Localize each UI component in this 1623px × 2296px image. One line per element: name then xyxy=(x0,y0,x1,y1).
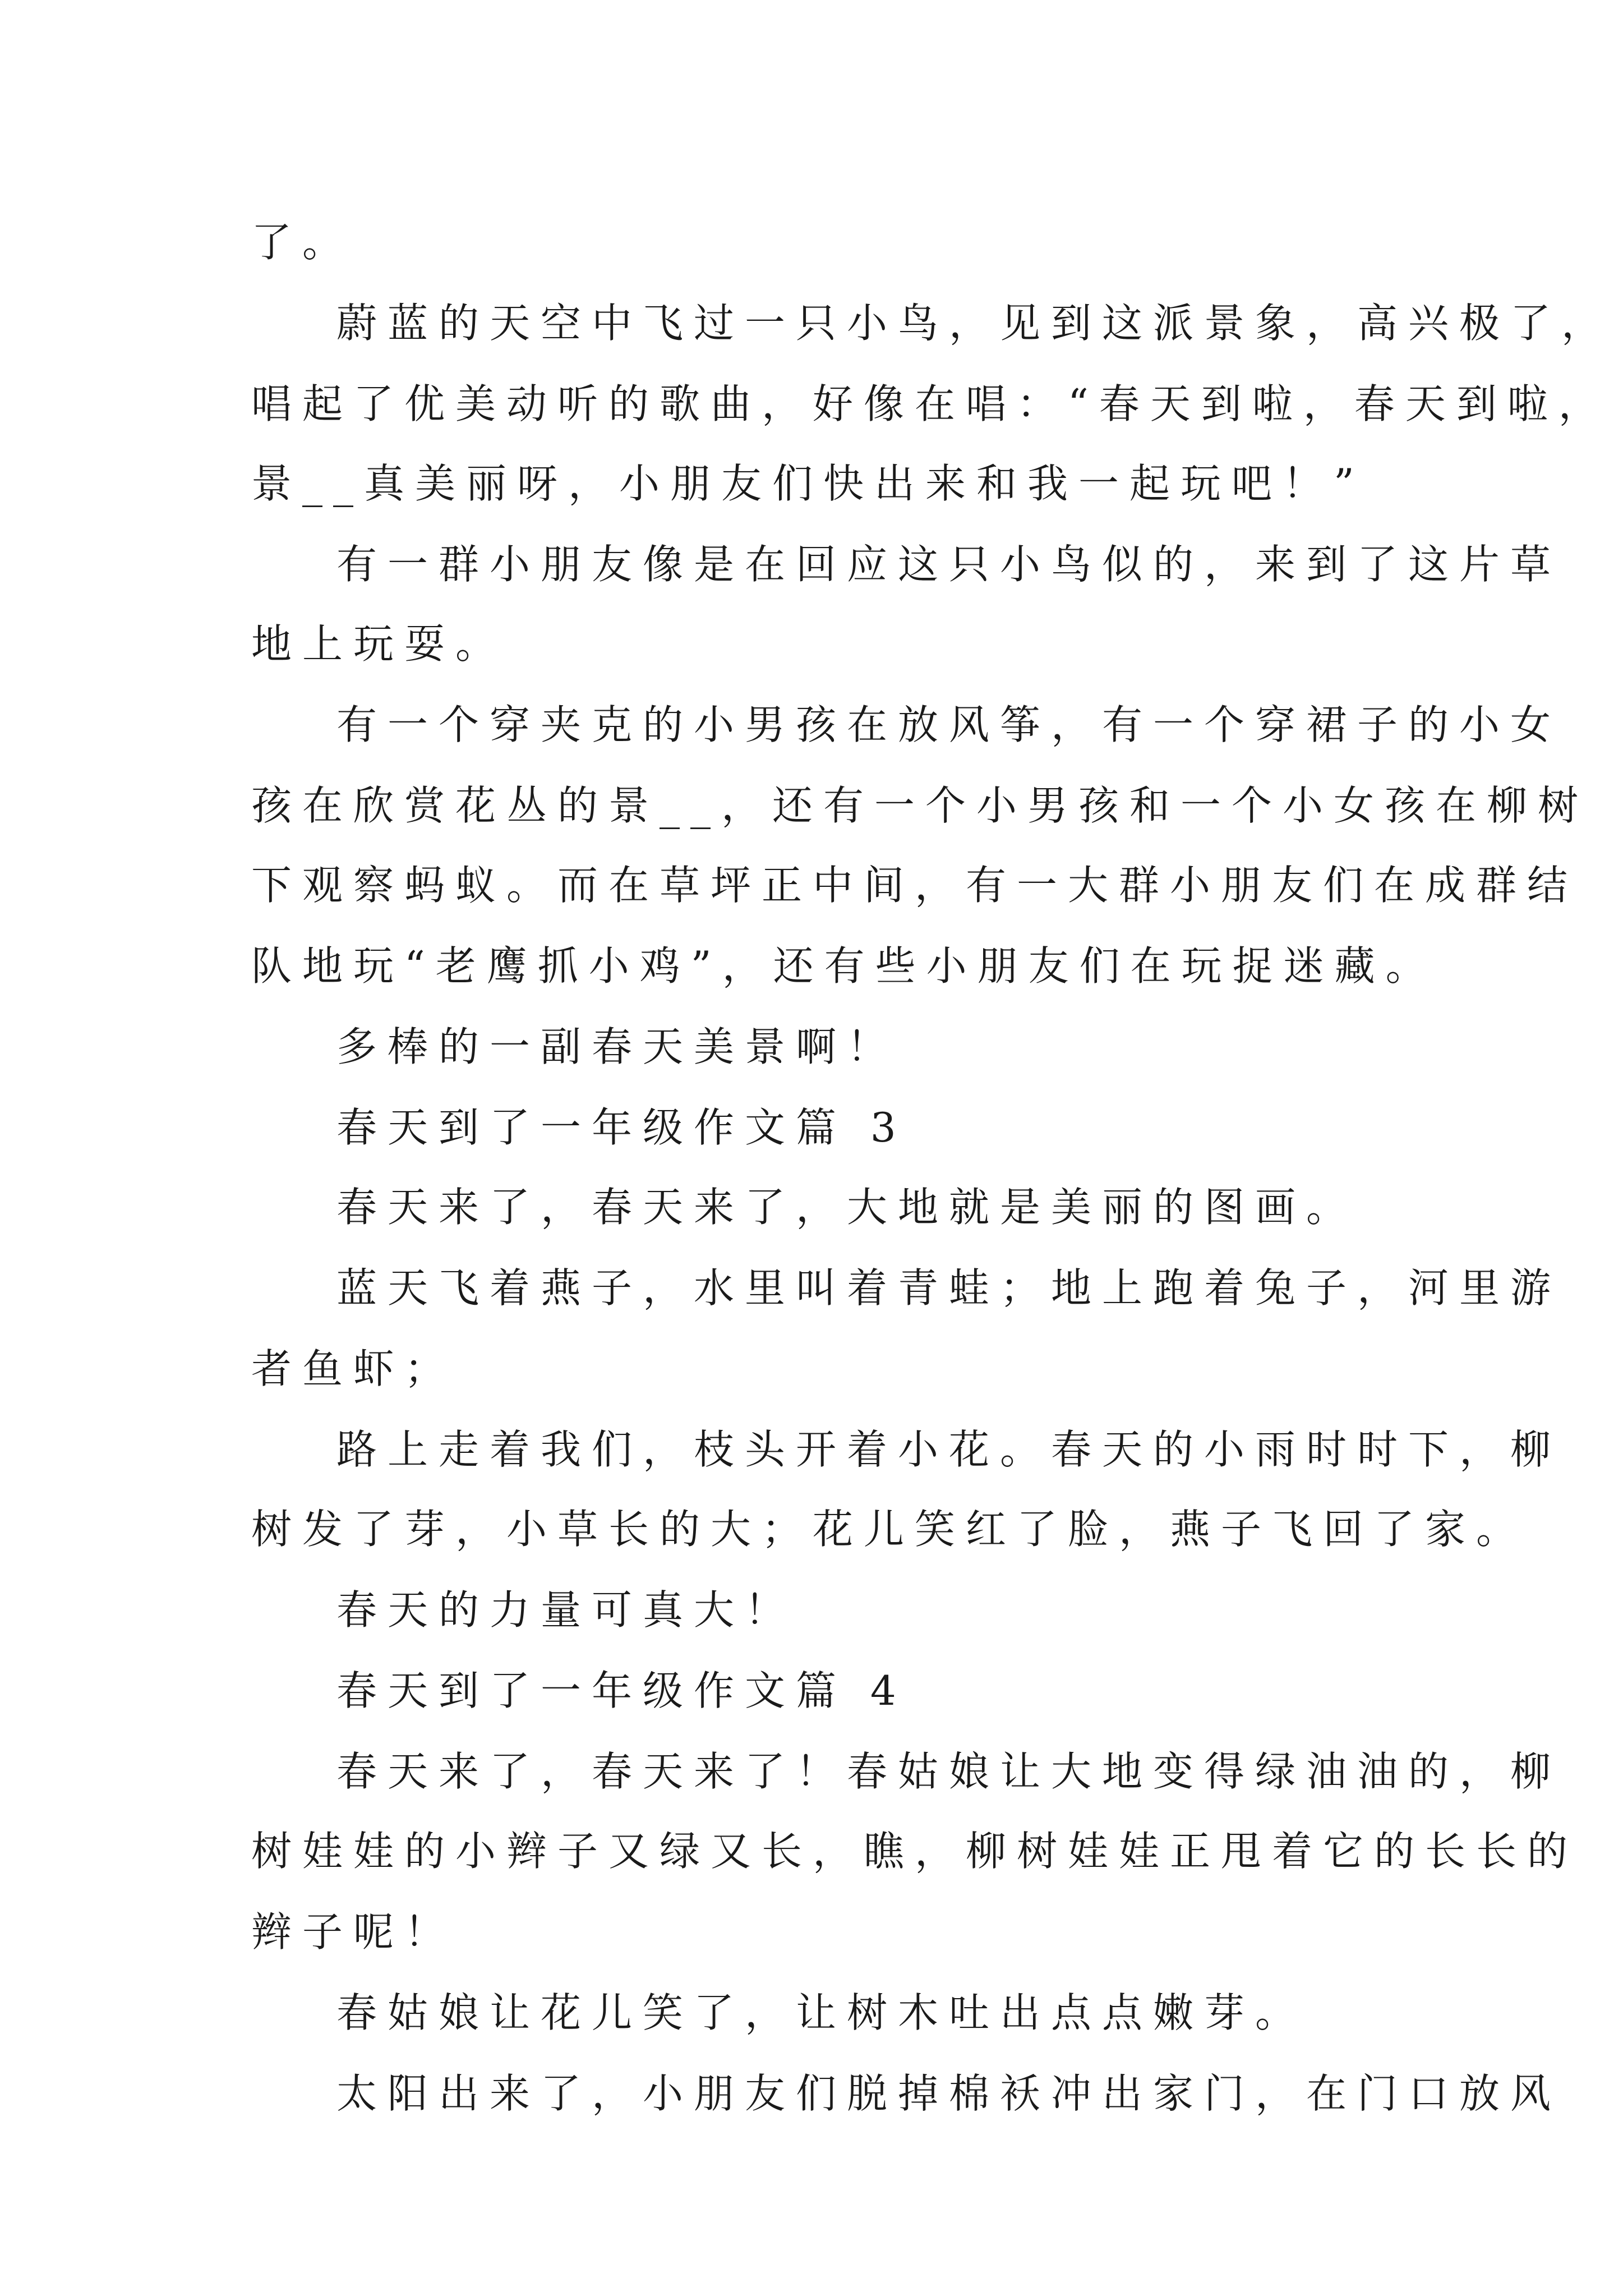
text-line: 树发了芽，小草长的大；花儿笑红了脸，燕子飞回了家。 xyxy=(251,1506,1528,1553)
text-line: 春天来了，春天来了，大地就是美丽的图画。 xyxy=(336,1184,1358,1231)
text-line: 春天的力量可真大！ xyxy=(336,1586,796,1634)
text-line: 唱起了优美动听的歌曲，好像在唱：“春天到啦，春天到啦， xyxy=(251,380,1610,427)
text-line: 有一群小朋友像是在回应这只小鸟似的，来到了这片草 xyxy=(336,541,1562,588)
text-line: 者鱼虾； xyxy=(251,1345,456,1392)
text-line: 了。 xyxy=(251,219,354,266)
text-line: 有一个穿夹克的小男孩在放风筝，有一个穿裙子的小女 xyxy=(336,701,1562,748)
text-line: 多棒的一副春天美景啊！ xyxy=(336,1023,898,1070)
text-line: 蓝天飞着燕子，水里叫着青蛙；地上跑着兔子，河里游 xyxy=(336,1264,1562,1312)
text-line: 孩在欣赏花丛的景__，还有一个小男孩和一个小女孩在柳树 xyxy=(251,782,1589,829)
text-line: 地上玩耍。 xyxy=(251,620,507,668)
text-line: 春姑娘让花儿笑了，让树木吐出点点嫩芽。 xyxy=(336,1989,1307,2036)
text-line: 路上走着我们，枝头开着小花。春天的小雨时时下，柳 xyxy=(336,1426,1562,1473)
section-heading: 春天到了一年级作文篇 3 xyxy=(336,1104,907,1151)
text-line: 树娃娃的小辫子又绿又长，瞧，柳树娃娃正甩着它的长长的 xyxy=(251,1828,1579,1875)
text-line: 景__真美丽呀，小朋友们快出来和我一起玩吧！” xyxy=(251,460,1365,507)
section-heading: 春天到了一年级作文篇 4 xyxy=(336,1667,907,1714)
text-line: 春天来了，春天来了！春姑娘让大地变得绿油油的，柳 xyxy=(336,1748,1562,1795)
text-line: 太阳出来了，小朋友们脱掉棉袄冲出家门，在门口放风 xyxy=(336,2070,1562,2117)
text-line: 下观察蚂蚁。而在草坪正中间，有一大群小朋友们在成群结 xyxy=(251,862,1579,909)
text-line: 蔚蓝的天空中飞过一只小鸟，见到这派景象，高兴极了， xyxy=(336,300,1613,347)
text-line: 辫子呢！ xyxy=(251,1908,456,1955)
text-line: 队地玩“老鹰抓小鸡”，还有些小朋友们在玩捉迷藏。 xyxy=(251,942,1437,990)
